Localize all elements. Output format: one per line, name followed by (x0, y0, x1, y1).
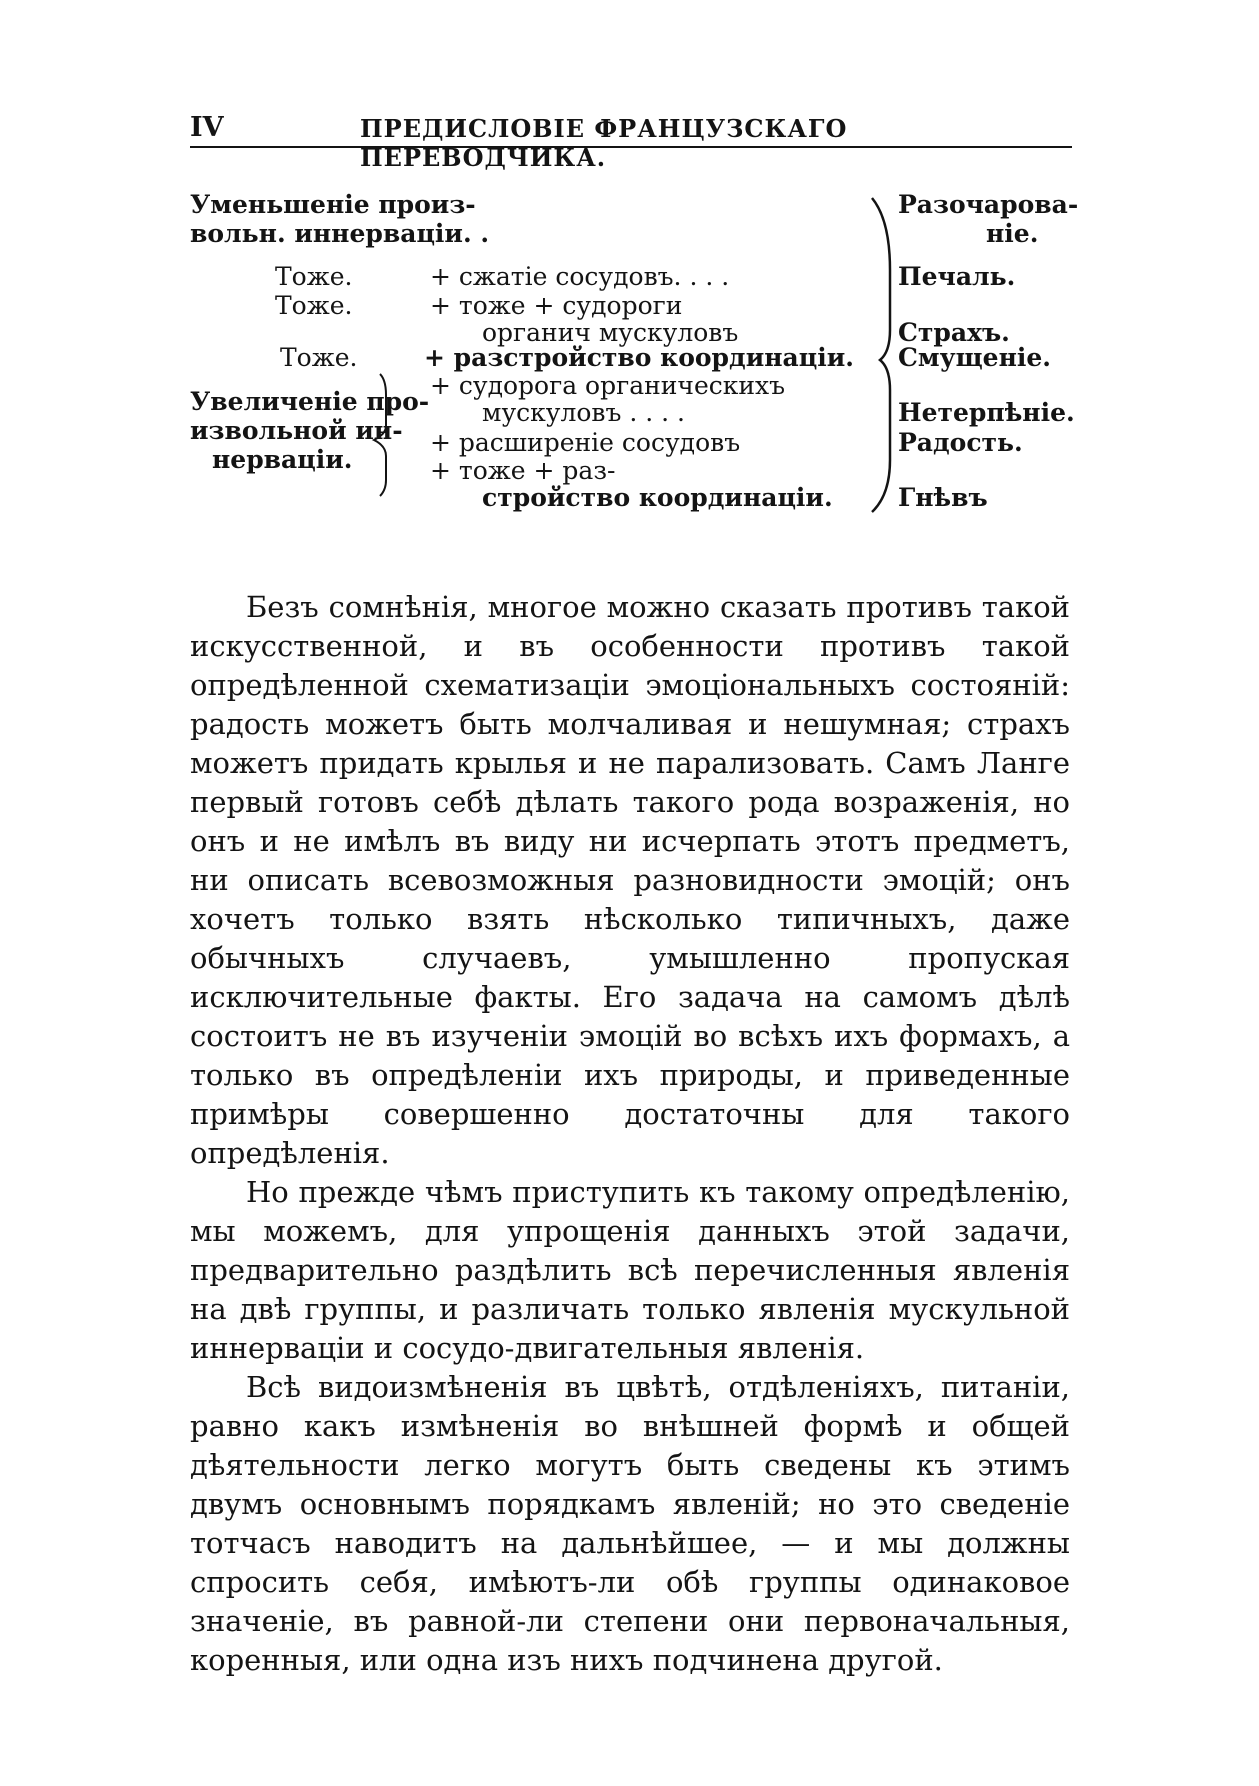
table-braces (190, 190, 1090, 550)
middle-line-3: органич мускуловъ (482, 318, 739, 347)
middle-line-8: + тоже + раз- (430, 456, 616, 485)
middle-line-7: + расширеніе сосудовъ (430, 428, 741, 457)
right-brace (872, 198, 890, 512)
left-decrease-line-2: вольн. иннерваціи. . (190, 219, 490, 248)
right-sadness: Печаль. (898, 262, 1016, 291)
left-increase-line-1: Увеличеніе про- (190, 387, 430, 416)
running-header (190, 112, 1070, 172)
right-embarrassment: Смущеніе. (898, 343, 1051, 372)
paragraph-3: Всѣ видоизмѣненія въ цвѣтѣ, отдѣленіяхъ, питаніи, равно какъ измѣненія во внѣшней формѣ и общей дѣятельности легко могутъ быть сведены къ этимъ двумъ основнымъ порядкамъ явленій; но это сведеніе тотчасъ наводитъ на дальнѣйшее, — и мы должны спросить себя, имѣютъ-ли обѣ группы одинаковое значеніе, въ равной-ли степени они первоначальныя, коренныя, или одна изъ нихъ подчинена другой. (190, 1370, 1070, 1677)
paragraph-2: Но прежде чѣмъ приступить къ такому опредѣленію, мы можемъ, для упрощенія данныхъ этой задачи, предварительно раздѣлить всѣ перечисленныя явленія на двѣ группы, и различать только явленія мускульной иннерваціи и сосудо-двигательныя явленія. (190, 1175, 1070, 1365)
left-increase-line-2: извольной ин- (190, 416, 403, 445)
left-brace (374, 374, 386, 496)
body-text (190, 588, 1070, 1680)
header-rule (190, 146, 1072, 148)
right-disappointment-line-1: Разочарова- (898, 190, 1079, 219)
right-joy: Радость. (898, 428, 1023, 457)
emotion-table (190, 190, 1090, 550)
left-same-2: Тоже. (275, 291, 353, 320)
middle-line-6: мускуловъ . . . . (482, 398, 685, 427)
left-same-3: Тоже. (280, 343, 358, 372)
page-number: IV (190, 112, 224, 143)
paragraph-1: Безъ сомнѣнія, многое можно сказать противъ такой искусственной, и въ особенности противъ такой опредѣленной схематизаціи эмоціональныхъ состояній: радость можетъ быть молчаливая и нешумная; страхъ можетъ придать крылья и не парализовать. Самъ Ланге первый готовъ себѣ дѣлать такого рода возраженія, но онъ и не имѣлъ въ виду ни исчерпать этотъ предметъ, ни описать всевозможныя разновидности эмоцій; онъ хочетъ только взять нѣсколько типичныхъ, даже обычныхъ случаевъ, умышленно пропуская исключительные факты. Его задача на самомъ дѣлѣ состоитъ не въ изученіи эмоцій во всѣхъ ихъ формахъ, а только въ опредѣленіи ихъ природы, и приведенные примѣры совершенно достаточны для такого опредѣленія. (190, 590, 1070, 1170)
middle-line-2: + тоже + судороги (430, 291, 683, 320)
left-same-1: Тоже. (275, 262, 353, 291)
right-impatience: Нетерпѣніе. (898, 398, 1075, 427)
right-anger: Гнѣвъ (898, 483, 988, 512)
right-fear: Страхъ. (898, 318, 1010, 347)
left-decrease-line-1: Уменьшеніе произ- (190, 190, 476, 219)
running-title: ПРЕДИСЛОВІЕ ФРАНЦУЗСКАГО ПЕРЕВОДЧИКА. (360, 114, 848, 172)
left-increase-line-3: нерваціи. (212, 445, 353, 474)
middle-line-4: + разстройство координаціи. (424, 343, 854, 372)
right-disappointment-line-2: ніе. (986, 219, 1039, 248)
middle-line-9: стройство координаціи. (482, 483, 833, 512)
middle-line-1: + сжатіе сосудовъ. . . . (430, 262, 730, 291)
middle-line-5: + судорога органическихъ (430, 371, 786, 400)
